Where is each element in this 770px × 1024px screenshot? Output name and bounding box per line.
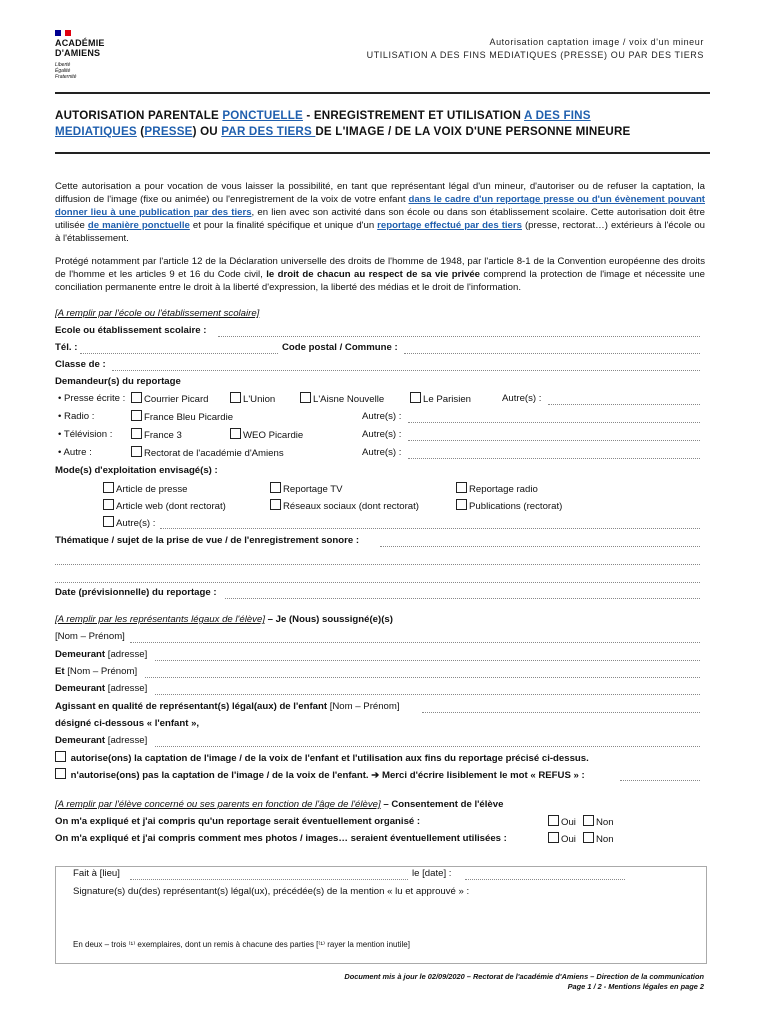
cp-field[interactable] [404, 343, 700, 354]
cb-weo[interactable]: WEO Picardie [230, 428, 303, 443]
q1-oui[interactable]: Oui [548, 815, 576, 830]
adresse-label-3: Demeurant [adresse] [55, 735, 148, 746]
cb-rectorat[interactable]: Rectorat de l'académie d'Amiens [131, 446, 284, 461]
logo-motto: Liberté Égalité Fraternité [55, 62, 77, 80]
checkbox[interactable] [456, 482, 467, 493]
checkbox[interactable] [270, 499, 281, 510]
etab-label: Ecole ou établissement scolaire : [55, 325, 207, 336]
cb-aisne[interactable]: L'Aisne Nouvelle [300, 392, 384, 407]
page-header: Autorisation captation image / voix d'un mineur UTILISATION A DES FINS MEDIATIQUES (PRESSE) OU PAR DES TIERS [366, 37, 704, 60]
checkbox[interactable] [583, 815, 594, 826]
adresse-label-1: Demeurant [adresse] [55, 649, 148, 660]
checkbox[interactable] [131, 392, 142, 403]
nom-field-1[interactable] [130, 632, 700, 643]
modes-label: Mode(s) d'exploitation envisagé(s) : [55, 465, 218, 476]
link-tiers[interactable]: reportage effectué par des tiers [377, 220, 522, 231]
title-rule [55, 152, 710, 154]
tel-label: Tél. : [55, 342, 78, 353]
cb-autorise[interactable]: autorise(ons) la captation de l'image / de la voix de l'enfant et l'utilisation aux fins du reportage précisé ci-dessus. [55, 751, 589, 766]
checkbox[interactable] [410, 392, 421, 403]
theme-field-3[interactable] [55, 572, 700, 583]
cb-reportage-radio[interactable]: Reportage radio [456, 482, 538, 497]
nom-label-1: [Nom – Prénom] [55, 631, 125, 642]
logo-flag-white [61, 30, 65, 36]
checkbox[interactable] [270, 482, 281, 493]
checkbox[interactable] [55, 751, 66, 762]
link-reportage[interactable]: dans le cadre d'un reportage presse ou d'un évènement pouvant donner lieu à une publication par des tiers [55, 194, 706, 218]
theme-field-1[interactable] [380, 536, 700, 547]
tv-autres-field[interactable] [408, 430, 700, 441]
date-field[interactable] [225, 588, 700, 599]
cb-modes-autres[interactable]: Autre(s) : [103, 516, 155, 531]
nom-field-2[interactable] [145, 667, 700, 678]
cb-article[interactable]: Article de presse [103, 482, 187, 497]
link-ponctuelle[interactable]: de manière ponctuelle [87, 220, 190, 231]
cp-label: Code postal / Commune : [282, 342, 398, 353]
checkbox[interactable] [103, 499, 114, 510]
enfant-field[interactable] [422, 702, 700, 713]
cb-reportage-tv[interactable]: Reportage TV [270, 482, 343, 497]
presse-label: • Presse écrite : [58, 393, 126, 404]
eleve-q1: On m'a expliqué et j'ai compris qu'un reportage serait éventuellement organisé : [55, 816, 421, 827]
cb-fbleu[interactable]: France Bleu Picardie [131, 410, 233, 425]
refus-field[interactable] [620, 770, 700, 781]
q2-oui[interactable]: Oui [548, 832, 576, 847]
cb-article-web[interactable]: Article web (dont rectorat) [103, 499, 226, 514]
cb-nautorise[interactable]: n'autorise(ons) pas la captation de l'image / de la voix de l'enfant. ➔ Merci d'écrire lisiblement le mot « REFUS » : [55, 768, 585, 783]
theme-label: Thématique / sujet de la prise de vue / de l'enregistrement sonore : [55, 535, 360, 546]
copies-note: En deux – trois ⁽¹⁾ exemplaires, dont un remis à chacune des parties [⁽¹⁾ rayer la mention inutile] [73, 940, 410, 949]
radio-autres-field[interactable] [408, 412, 700, 423]
cb-courrier[interactable]: Courrier Picard [131, 392, 209, 407]
arrow-icon: ➔ [371, 770, 380, 781]
etab-field[interactable] [218, 326, 700, 337]
eleve-header: [A remplir par l'élève concerné ou ses parents en fonction de l'âge de l'élève] – Consentement de l'élève [55, 799, 504, 810]
radio-autres-label: Autre(s) : [362, 411, 402, 422]
header-rule [55, 92, 710, 94]
page-title: AUTORISATION PARENTALE PONCTUELLE - ENREGISTREMENT ET UTILISATION A DES FINS MEDIATIQUES (PRESSE) OU PAR DES TIERS DE L'IMAGE / DE LA VOIX D'UNE PERSONNE MINEURE [55, 109, 631, 138]
tel-field[interactable] [80, 343, 278, 354]
nom-label-2: Et [Nom – Prénom] [55, 666, 138, 677]
cb-f3[interactable]: France 3 [131, 428, 182, 443]
page-footer: Document mis à jour le 02/09/2020 – Rectorat de l'académie d'Amiens – Direction de la communication Page 1 / 2 - Mentions légales en page 2 [344, 972, 704, 991]
checkbox[interactable] [230, 392, 241, 403]
radio-label: • Radio : [58, 411, 95, 422]
tv-label: • Télévision : [58, 429, 113, 440]
checkbox[interactable] [300, 392, 311, 403]
tv-autres-label: Autre(s) : [362, 429, 402, 440]
signature-label: Signature(s) du(des) représentant(s) légal(ux), précédée(s) de la mention « lu et approuvé » : [73, 886, 470, 897]
adresse-field-1[interactable] [155, 650, 700, 661]
checkbox[interactable] [548, 832, 559, 843]
date-label: Date (prévisionnelle) du reportage : [55, 587, 217, 598]
date-sign-label: le [date] : [412, 868, 452, 879]
adresse-field-3[interactable] [155, 736, 700, 747]
modes-autres-field[interactable] [160, 518, 700, 529]
checkbox[interactable] [456, 499, 467, 510]
agissant-label: Agissant en qualité de représentant(s) légal(aux) de l'enfant [Nom – Prénom] [55, 701, 400, 712]
q1-non[interactable]: Non [583, 815, 614, 830]
demandeur-label: Demandeur(s) du reportage [55, 376, 181, 387]
autre-label: • Autre : [58, 447, 92, 458]
cb-publications[interactable]: Publications (rectorat) [456, 499, 562, 514]
protect-paragraph: Protégé notamment par l'article 12 de la Déclaration universelle des droits de l'homme de 1948, par l'article 8-1 de la Convention européenne des droits de l'homme et les articles 9 et 16 du Code civil, le droit de chacun au respect de sa vie privée comprend la protection de l'image et nécessite une conciliation permanente entre le droit à la liberté d'expression, la liberté des médias et le droit de l'information. [55, 256, 705, 293]
cb-union[interactable]: L'Union [230, 392, 275, 407]
classe-label: Classe de : [55, 359, 106, 370]
cb-parisien[interactable]: Le Parisien [410, 392, 471, 407]
checkbox[interactable] [55, 768, 66, 779]
autre-autres-field[interactable] [408, 448, 700, 459]
designe-label: désigné ci-dessous « l'enfant », [55, 718, 200, 729]
checkbox[interactable] [103, 516, 114, 527]
q2-non[interactable]: Non [583, 832, 614, 847]
autre-autres-label: Autre(s) : [362, 447, 402, 458]
presse-autres-label: Autre(s) : [502, 393, 542, 404]
checkbox[interactable] [548, 815, 559, 826]
presse-autres-field[interactable] [548, 394, 700, 405]
checkbox[interactable] [131, 446, 142, 457]
fait-label: Fait à [lieu] [73, 868, 120, 879]
classe-field[interactable] [112, 360, 700, 371]
eleve-q2: On m'a expliqué et j'ai compris comment mes photos / images… seraient éventuellement utilisées : [55, 833, 507, 844]
adresse-label-2: Demeurant [adresse] [55, 683, 148, 694]
theme-field-2[interactable] [55, 554, 700, 565]
checkbox[interactable] [583, 832, 594, 843]
checkbox[interactable] [230, 428, 241, 439]
checkbox[interactable] [103, 482, 114, 493]
date-sign-field[interactable] [465, 869, 625, 880]
intro-paragraph: Cette autorisation a pour vocation de vous laisser la possibilité, en tant que représentant légal d'un mineur, d'autoriser ou de refuser la captation, la diffusion de l'image (fixe ou animée) ou l'enregistrement de la voix de votre enfant dans le cadre d'un reportage presse ou d'un évènement pouvant donner lieu à une publication par des tiers, en lien avec son activité dans son école ou dans son établissement scolaire. Cette autorisation doit être utilisée de manière ponctuelle et pour la finalité spécifique et unique d'un reportage effectué par des tiers (presse, rectorat…) extérieurs à l'école ou à l'établissement. [55, 181, 706, 244]
legal-header: [A remplir par les représentants légaux de l'élève] – Je (Nous) soussigné(e)(s) [55, 614, 393, 625]
logo-name: ACADÉMIE D'AMIENS [55, 38, 105, 58]
checkbox[interactable] [131, 428, 142, 439]
adresse-field-2[interactable] [155, 684, 700, 695]
lieu-field[interactable] [130, 869, 408, 880]
checkbox[interactable] [131, 410, 142, 421]
school-note: [A remplir par l'école ou l'établissement scolaire] [55, 308, 260, 319]
cb-reseaux[interactable]: Réseaux sociaux (dont rectorat) [270, 499, 419, 514]
